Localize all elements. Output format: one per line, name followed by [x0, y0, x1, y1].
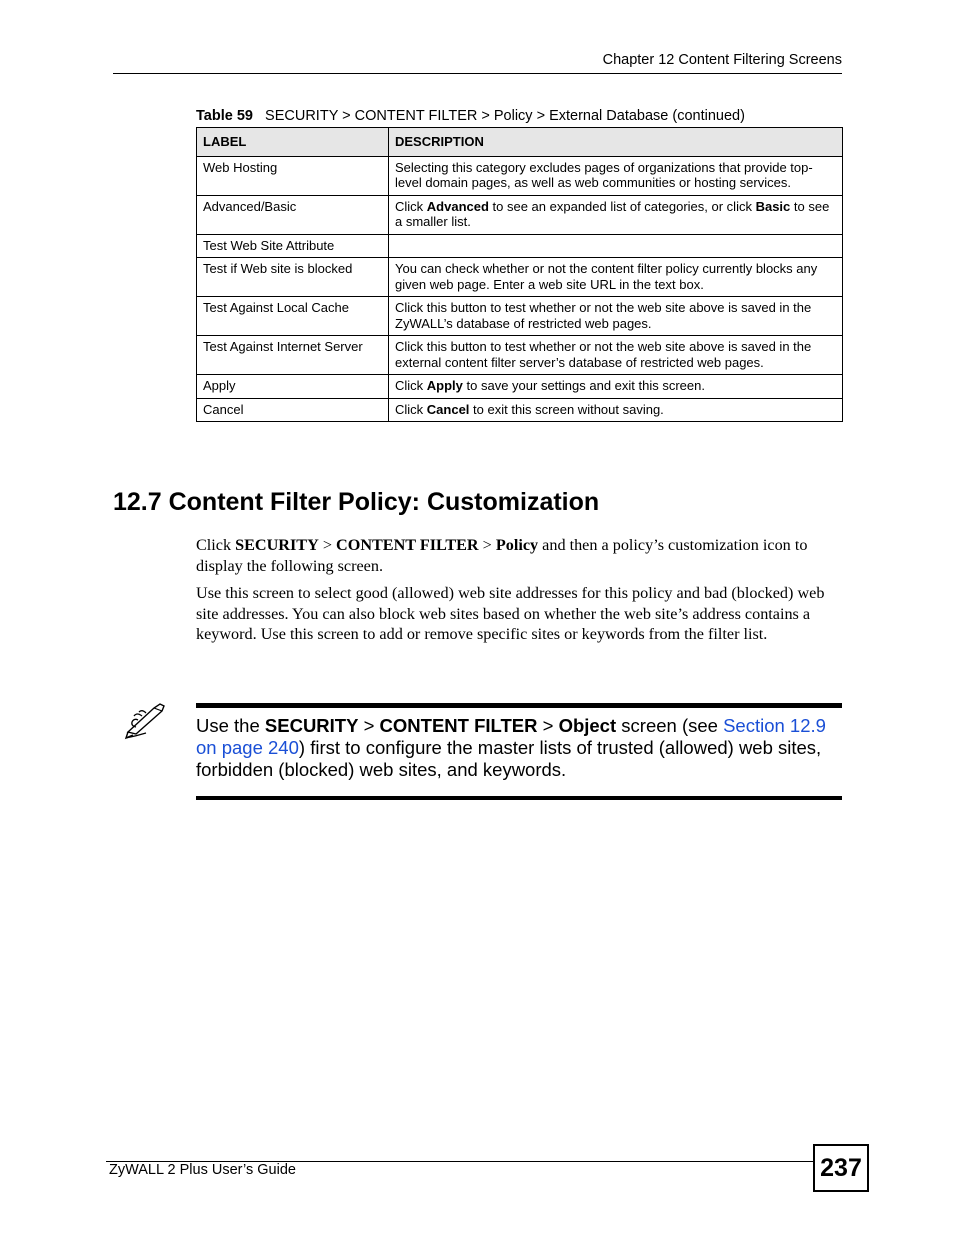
- menu-path-policy: Policy: [495, 536, 539, 554]
- row-description: [389, 258, 843, 297]
- row-description-text: Click: [395, 378, 427, 393]
- row-description-keyword: Apply: [426, 378, 463, 393]
- column-header-label: LABEL: [197, 128, 389, 157]
- note-bottom-rule: [196, 796, 842, 800]
- row-description-text: to save your settings and exit this screen.: [462, 378, 705, 393]
- table-row: [197, 156, 843, 195]
- note-text-segment: ) first to configure the master lists of trusted (allowed) web sites, forbidden (blocked) web sites, and keywords.: [196, 737, 822, 780]
- row-description-keyword: Advanced: [426, 198, 489, 214]
- row-description: [389, 195, 843, 234]
- table-caption-number: Table 59: [196, 108, 253, 124]
- table-caption-text: SECURITY > CONTENT FILTER > Policy > External Database (continued): [265, 108, 745, 124]
- menu-path-security: SECURITY: [235, 536, 319, 554]
- row-label: Apply: [197, 375, 389, 399]
- row-label: Cancel: [197, 398, 389, 422]
- note-top-rule: [196, 703, 842, 708]
- page-number: 237: [813, 1144, 869, 1192]
- row-description-text: Click this button to test whether or not the web site above is saved in the ZyWALL’s database of restricted web pages.: [395, 300, 812, 331]
- note-text-segment: screen (see: [616, 715, 724, 736]
- row-description: [389, 156, 843, 195]
- row-label: Web Hosting: [197, 156, 389, 195]
- note-pen-icon: [124, 700, 174, 740]
- row-description-text: to exit this screen without saving.: [469, 401, 664, 417]
- table-row: [197, 398, 843, 422]
- row-description-text: You can check whether or not the content filter policy currently blocks any given web page. Enter a web site URL in the text box.: [395, 261, 818, 292]
- paragraph-text: Click: [196, 536, 236, 554]
- note-text: [196, 715, 842, 781]
- chapter-header: Chapter 12 Content Filtering Screens: [602, 52, 842, 68]
- row-label: Test Against Internet Server: [197, 336, 389, 375]
- header-rule: [113, 73, 842, 74]
- note-menu-content-filter: CONTENT FILTER: [379, 715, 538, 736]
- row-description: [389, 234, 843, 258]
- paragraph-text: and then a policy’s customization icon to display the following screen.: [196, 536, 808, 575]
- guide-title: ZyWALL 2 Plus User’s Guide: [109, 1162, 296, 1178]
- paragraph-text: >: [478, 536, 496, 554]
- note-menu-security: SECURITY: [264, 715, 359, 736]
- reference-table: [196, 127, 843, 422]
- row-description: [389, 375, 843, 399]
- row-description-text: Click this button to test whether or not the web site above is saved in the external content filter server’s database of restricted web pages.: [395, 339, 812, 370]
- column-header-description: DESCRIPTION: [389, 128, 843, 157]
- row-description-keyword: Basic: [755, 198, 791, 214]
- row-description: [389, 297, 843, 336]
- row-description-text: Click: [395, 198, 427, 214]
- table-header-row: [197, 128, 843, 157]
- table-row: [197, 336, 843, 375]
- table-caption: [196, 108, 745, 124]
- row-description-text: to see a smaller list.: [395, 198, 830, 229]
- table-row: [197, 297, 843, 336]
- note-text-segment: Use the: [196, 715, 265, 736]
- row-description: [389, 398, 843, 422]
- row-label: Test Web Site Attribute: [197, 234, 389, 258]
- row-description-text: Click: [395, 401, 427, 417]
- note-menu-object: Object: [558, 715, 617, 736]
- table-row: [197, 195, 843, 234]
- row-description-text: to see an expanded list of categories, or click: [488, 198, 756, 214]
- note-text-segment: >: [537, 715, 559, 736]
- intro-paragraph: [196, 535, 842, 576]
- menu-path-content-filter: CONTENT FILTER: [336, 536, 479, 554]
- section-heading: 12.7 Content Filter Policy: Customization: [113, 488, 600, 516]
- table-row: [197, 258, 843, 297]
- row-label: Test Against Local Cache: [197, 297, 389, 336]
- row-label: Test if Web site is blocked: [197, 258, 389, 297]
- section-cross-reference-link[interactable]: Section 12.9 on page 240: [196, 715, 826, 758]
- row-description-text: Selecting this category excludes pages of organizations that provide top-level domain pages, as well as web communities or hosting services.: [395, 159, 813, 190]
- row-label: Advanced/Basic: [197, 195, 389, 234]
- row-description: [389, 336, 843, 375]
- table-row: [197, 234, 843, 258]
- row-description-keyword: Cancel: [426, 401, 470, 417]
- table-row: [197, 375, 843, 399]
- note-text-segment: >: [358, 715, 380, 736]
- paragraph-text: >: [318, 536, 337, 554]
- description-paragraph: Use this screen to select good (allowed) web site addresses for this policy and bad (blocked) web site addresses. You can also block web sites based on whether the web site’s address contains a keyword. Use this screen to add or remove specific sites or keywords from the filter list.: [196, 584, 825, 643]
